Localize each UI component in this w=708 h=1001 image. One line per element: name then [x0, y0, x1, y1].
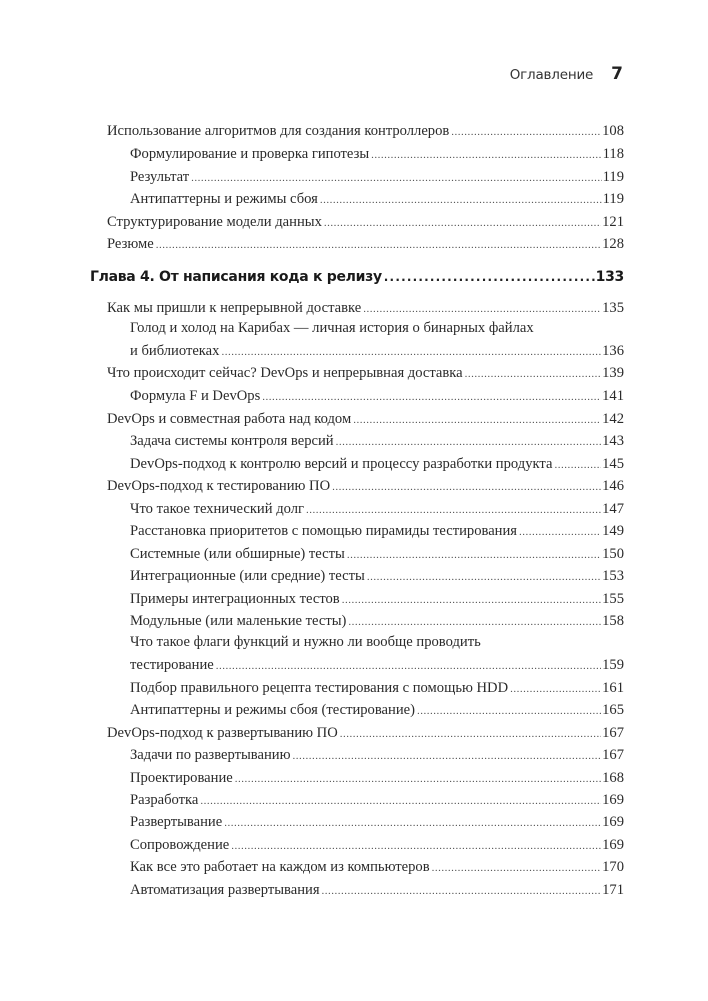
toc-entry[interactable] [130, 455, 624, 474]
toc-entry[interactable] [130, 791, 624, 810]
toc-entry-title: DevOps и совместная работа над кодом [107, 411, 352, 427]
toc-entry-page-number: 153 [602, 568, 624, 584]
toc-entry-page-number: 155 [602, 591, 624, 607]
dot-leader [348, 613, 601, 631]
dot-leader [347, 546, 601, 564]
dot-leader [320, 191, 602, 209]
toc-entry-first-line: Голод и холод на Карибах — личная история о бинарных файлах [130, 320, 534, 336]
toc-entry[interactable] [130, 656, 624, 675]
dot-leader [510, 680, 601, 698]
toc-entry-title: Резюме [107, 236, 154, 252]
toc-entry-title: Антипаттерны и режимы сбоя (тестирование) [130, 702, 415, 718]
dot-leader [224, 814, 601, 832]
toc-chapter-entry[interactable] [90, 268, 624, 286]
toc-entry-title: Результат [130, 169, 190, 185]
toc-entry[interactable] [107, 213, 624, 232]
toc-entry-title: Расстановка приоритетов с помощью пирамиды тестирования [130, 523, 518, 539]
dot-leader [336, 433, 601, 451]
toc-entry[interactable] [130, 387, 624, 406]
dot-leader [235, 770, 601, 788]
dot-leader [191, 169, 602, 187]
toc-entry-title: тестирование [130, 657, 214, 673]
dot-leader [342, 591, 601, 609]
toc-entry[interactable] [130, 567, 624, 586]
dot-leader [292, 747, 601, 765]
dot-leader [216, 657, 601, 675]
toc-entry-title: Антипаттерны и режимы сбоя [130, 191, 318, 207]
toc-entry-page-number: 171 [602, 882, 624, 898]
toc-entry-title: Как все это работает на каждом из компьютеров [130, 859, 430, 875]
toc-entry[interactable] [130, 432, 624, 451]
toc-entry-page-number: 170 [602, 859, 624, 875]
toc-entry-title: Структурирование модели данных [107, 214, 322, 230]
toc-entry[interactable] [130, 190, 624, 209]
toc-entry[interactable] [130, 836, 624, 855]
toc-entry-title: Разработка [130, 792, 199, 808]
toc-entry-title: Развертывание [130, 814, 223, 830]
toc-entry-title: Как мы пришли к непрерывной доставке [107, 300, 362, 316]
toc-entry[interactable] [130, 746, 624, 765]
toc-entry-title: Примеры интеграционных тестов [130, 591, 340, 607]
toc-entry-page-number: 169 [602, 792, 624, 808]
toc-entry-page-number: 149 [602, 523, 624, 539]
toc-entry-title: Задачи по развертыванию [130, 747, 291, 763]
toc-entry-title: Системные (или обширные) тесты [130, 546, 345, 562]
toc-entry-page-number: 165 [602, 702, 624, 718]
toc-entry-title: Автоматизация развертывания [130, 882, 320, 898]
page-number: 7 [611, 64, 623, 84]
dot-leader [451, 123, 601, 141]
running-header-title: Оглавление [509, 67, 594, 83]
toc-entry-page-number: 143 [602, 433, 624, 449]
toc-entry-page-number: 108 [602, 123, 624, 139]
toc-entry-title: Модульные (или маленькие тесты) [130, 613, 347, 629]
toc-entry[interactable] [130, 769, 624, 788]
dot-leader [417, 702, 601, 720]
dot-leader [332, 478, 601, 496]
toc-entry-page-number: 133 [595, 269, 624, 285]
toc-entry-page-number: 147 [602, 501, 624, 517]
toc-entry-page-number: 167 [602, 747, 624, 763]
toc-entry-page-number: 119 [602, 169, 624, 185]
toc-entry-title: и библиотеках [130, 343, 220, 359]
toc-entry-page-number: 146 [602, 478, 624, 494]
toc-entry[interactable] [130, 679, 624, 698]
dot-leader [367, 568, 601, 586]
toc-entry-title: DevOps-подход к развертыванию ПО [107, 725, 338, 741]
toc-entry-title: Формула F и DevOps [130, 388, 261, 404]
toc-entry[interactable] [130, 590, 624, 609]
toc-entry-title: DevOps-подход к контролю версий и процессу разработки продукта [130, 456, 553, 472]
toc-entry-page-number: 159 [602, 657, 624, 673]
toc-entry[interactable] [107, 235, 624, 254]
toc-entry-title: Интеграционные (или средние) тесты [130, 568, 365, 584]
dot-leader [231, 837, 601, 855]
toc-entry-page-number: 168 [602, 770, 624, 786]
toc-entry[interactable] [107, 410, 624, 429]
toc-entry[interactable] [130, 342, 624, 361]
toc-entry-title: Использование алгоритмов для создания контроллеров [107, 123, 450, 139]
dot-leader [371, 146, 601, 164]
dot-leader [322, 882, 602, 900]
toc-entry-page-number: 167 [602, 725, 624, 741]
toc-entry[interactable] [130, 168, 624, 187]
toc-entry-title: DevOps-подход к тестированию ПО [107, 478, 331, 494]
toc-entry-page-number: 118 [602, 146, 624, 162]
toc-entry-title: Сопровождение [130, 837, 230, 853]
toc-entry[interactable] [130, 701, 624, 720]
toc-entry[interactable] [130, 545, 624, 564]
toc-entry-page-number: 169 [602, 814, 624, 830]
toc-entry-page-number: 169 [602, 837, 624, 853]
toc-entry-title: Проектирование [130, 770, 233, 786]
dot-leader [519, 523, 601, 541]
toc-entry-title: Задача системы контроля версий [130, 433, 334, 449]
toc-entry-page-number: 136 [602, 343, 624, 359]
running-header [510, 64, 623, 84]
toc-entry[interactable] [130, 522, 624, 541]
toc-entry-page-number: 141 [602, 388, 624, 404]
toc-entry[interactable] [107, 724, 624, 743]
toc-entry[interactable] [130, 858, 624, 877]
dot-leader [221, 343, 601, 361]
dot-leader [432, 859, 601, 877]
toc-entry[interactable] [130, 813, 624, 832]
toc-entry-page-number: 142 [602, 411, 624, 427]
dot-leader [156, 236, 601, 254]
toc-entry-page-number: 158 [602, 613, 624, 629]
dot-leader [353, 411, 601, 429]
dot-leader [384, 268, 595, 286]
toc-entry[interactable] [107, 364, 624, 383]
toc-entry-title: Глава 4. От написания кода к релизу [90, 269, 382, 285]
toc-entry[interactable] [130, 145, 624, 164]
toc-entry[interactable] [130, 881, 624, 900]
toc-entry-page-number: 135 [602, 300, 624, 316]
toc-entry-page-number: 121 [602, 214, 624, 230]
toc-entry[interactable] [107, 122, 624, 141]
toc-entry-title: Формулирование и проверка гипотезы [130, 146, 370, 162]
toc-entry-page-number: 161 [602, 680, 624, 696]
toc-entry[interactable] [130, 612, 624, 631]
dot-leader [340, 725, 601, 743]
toc-entry-page-number: 128 [602, 236, 624, 252]
toc-entry-page-number: 145 [602, 456, 624, 472]
toc-entry-page-number: 139 [602, 365, 624, 381]
dot-leader [324, 214, 601, 232]
toc-entry-page-number: 150 [602, 546, 624, 562]
toc-entry-first-line: Что такое флаги функций и нужно ли вообще проводить [130, 634, 481, 650]
toc-entry-title: Подбор правильного рецепта тестирования с помощью HDD [130, 680, 509, 696]
toc-entry[interactable] [130, 500, 624, 519]
dot-leader [306, 501, 601, 519]
dot-leader [554, 456, 601, 474]
dot-leader [262, 388, 601, 406]
toc-entry-page-number: 119 [602, 191, 624, 207]
dot-leader [363, 300, 601, 318]
toc-entry-title: Что такое технический долг [130, 501, 304, 517]
dot-leader [200, 792, 601, 810]
toc-entry[interactable] [107, 299, 624, 318]
toc-entry-title: Что происходит сейчас? DevOps и непрерывная доставка [107, 365, 463, 381]
dot-leader [465, 365, 601, 383]
toc-entry[interactable] [107, 477, 624, 496]
